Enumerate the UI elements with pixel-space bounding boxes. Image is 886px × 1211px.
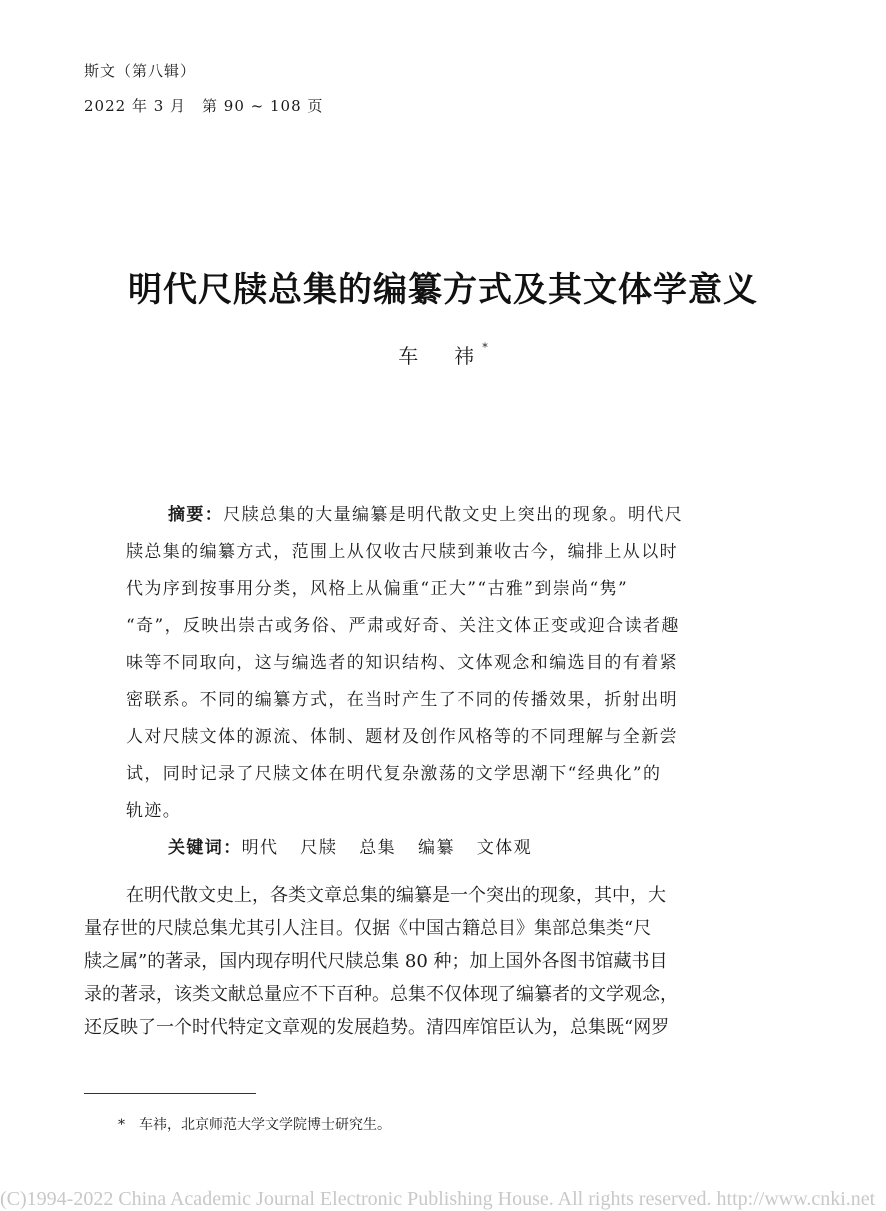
body-text-line: 牍之属”的著录，国内现存明代尺牍总集 80 种；加上国外各图书馆藏书目 [84, 951, 668, 972]
paper-title: 明代尺牍总集的编纂方式及其文体学意义 [128, 270, 758, 310]
body-text-line: 在明代散文史上，各类文章总集的编纂是一个突出的现象，其中，大 [126, 885, 666, 906]
author [0, 340, 886, 369]
keyword: 尺牍 [300, 838, 338, 858]
abstract-text-line: 味等不同取向，这与编选者的知识结构、文体观念和编选目的有着紧 [126, 653, 678, 673]
footnote [118, 1114, 391, 1134]
keyword: 文体观 [476, 838, 533, 858]
abstract-line-first [168, 500, 770, 525]
abstract-text-line: 密联系。不同的编纂方式，在当时产生了不同的传播效果，折射出明 [126, 690, 678, 710]
body-text-line: 量存世的尺牍总集尤其引人注目。仅据《中国古籍总目》集部总集类“尺 [84, 918, 652, 939]
body-text-line: 还反映了一个时代特定文章观的发展趋势。清四库馆臣认为，总集既“网罗 [84, 1017, 670, 1038]
footnote-text: 车祎，北京师范大学文学院博士研究生。 [139, 1117, 391, 1133]
abstract-text-line: 人对尺牍文体的源流、体制、题材及创作风格等的不同理解与全新尝 [126, 727, 678, 747]
author-name: 车 祎 [398, 344, 483, 368]
abstract-label: 摘要： [168, 505, 224, 525]
keywords-label: 关键词： [168, 838, 242, 858]
author-footnote-mark[interactable]: * [482, 341, 488, 354]
journal-name: 斯文（第八辑） [84, 62, 197, 80]
issue-date-pages: 2022 年 3 月 第 90 ~ 108 页 [84, 97, 324, 115]
copyright-watermark: (C)1994-2022 China Academic Journal Electronic Publishing House. All rights reserved. http://www.cnki.net [0, 1188, 876, 1210]
keyword: 编纂 [418, 838, 455, 858]
abstract-text-line: 牍总集的编纂方式，范围上从仅收古尺牍到兼收古今，编排上从以时 [126, 542, 678, 562]
abstract-text-line: 尺牍总集的大量编纂是明代散文史上突出的现象。明代尺 [223, 505, 684, 525]
keywords [168, 833, 812, 858]
footnote-mark: * [118, 1117, 125, 1133]
abstract-text-line: 代为序到按事用分类，风格上从偏重“正大”“古雅”到崇尚“隽” [126, 579, 629, 599]
abstract-text-line: “奇”，反映出崇古或务俗、严肃或好奇、关注文体正变或迎合读者趣 [126, 616, 680, 636]
abstract-text-line: 试，同时记录了尺牍文体在明代复杂激荡的文学思潮下“经典化”的 [126, 764, 662, 784]
abstract-text-line: 轨迹。 [126, 801, 182, 821]
footnote-rule [84, 1093, 256, 1094]
keyword: 总集 [359, 838, 397, 858]
keyword: 明代 [241, 838, 279, 858]
body-text-line: 录的著录，该类文献总量应不下百种。总集不仅体现了编纂者的文学观念， [84, 984, 678, 1005]
